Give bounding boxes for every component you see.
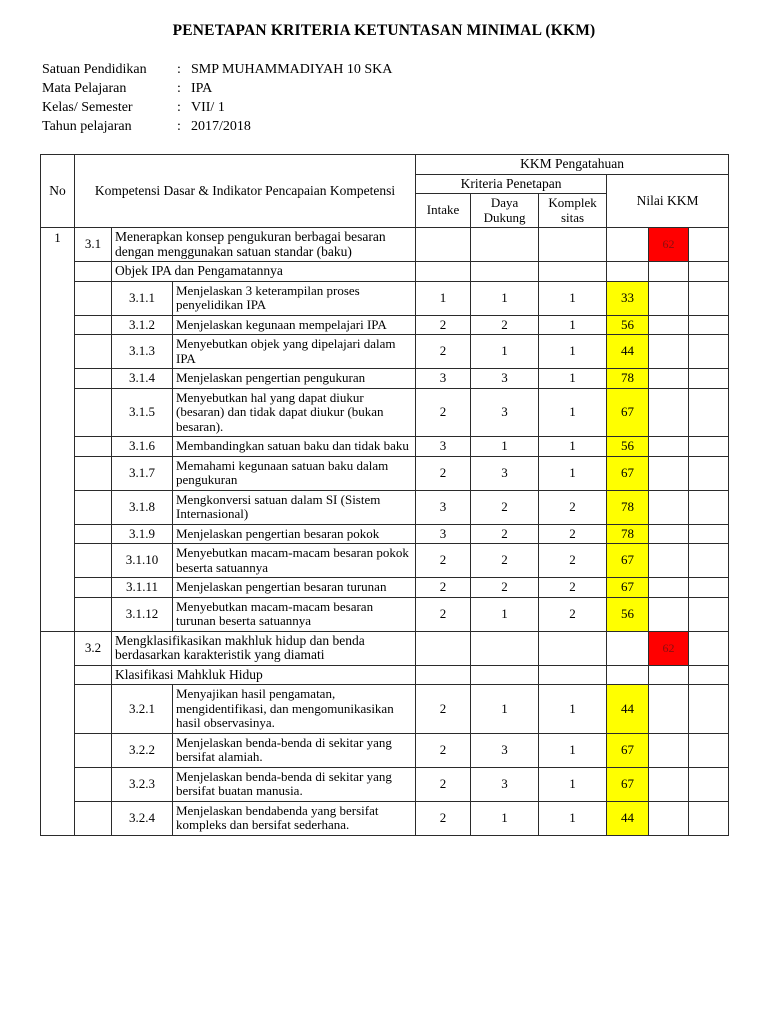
cell-empty	[689, 388, 729, 437]
cell-indicator-code: 3.2.3	[112, 767, 173, 801]
table-row-indicator	[41, 388, 729, 437]
cell-section-title: Objek IPA dan Pengamatannya	[112, 262, 416, 282]
cell-empty	[689, 733, 729, 767]
cell-indicator-spacer	[75, 456, 112, 490]
cell-nilai-kkm-extra	[689, 631, 729, 665]
cell-indicator-code: 3.1.7	[112, 456, 173, 490]
cell-daya-dukung: 2	[471, 578, 539, 598]
cell-empty	[649, 437, 689, 457]
table-row-indicator	[41, 437, 729, 457]
cell-empty	[649, 544, 689, 578]
cell-nilai-kkm-highlight: 67	[607, 767, 649, 801]
cell-intake: 3	[416, 437, 471, 457]
cell-indicator-description: Menjelaskan benda-benda di sekitar yang bersifat alamiah.	[173, 733, 416, 767]
cell-indicator-code: 3.1.6	[112, 437, 173, 457]
cell-daya-dukung: 2	[471, 524, 539, 544]
cell-daya-dukung: 3	[471, 456, 539, 490]
cell-intake: 2	[416, 388, 471, 437]
cell-kd-description: Menerapkan konsep pengukuran berbagai besaran dengan menggunakan satuan standar (baku)	[112, 228, 416, 262]
cell-nilai-kkm-extra	[689, 228, 729, 262]
cell-indicator-spacer	[75, 490, 112, 524]
metadata-colon: :	[177, 62, 181, 77]
cell-intake: 2	[416, 335, 471, 369]
cell-empty	[689, 544, 729, 578]
cell-empty	[649, 733, 689, 767]
cell-indicator-spacer	[75, 733, 112, 767]
cell-indicator-spacer	[75, 578, 112, 598]
cell-intake: 2	[416, 733, 471, 767]
cell-empty	[689, 490, 729, 524]
cell-intake: 2	[416, 578, 471, 598]
column-header-daya-dukung: Daya Dukung	[471, 194, 539, 228]
cell-nilai-kkm-highlight: 44	[607, 335, 649, 369]
cell-empty	[689, 369, 729, 389]
metadata-label: Kelas/ Semester	[42, 100, 133, 115]
cell-indicator-code: 3.1.5	[112, 388, 173, 437]
table-row-kompetensi-dasar	[41, 228, 729, 262]
cell-empty	[649, 597, 689, 631]
cell-empty	[649, 490, 689, 524]
cell-daya-dukung: 1	[471, 685, 539, 734]
cell-section-title: Klasifikasi Mahkluk Hidup	[112, 665, 416, 685]
table-row-indicator	[41, 369, 729, 389]
cell-empty	[539, 665, 607, 685]
column-header-no: No	[41, 155, 75, 228]
cell-daya-dukung: 3	[471, 369, 539, 389]
cell-kompleksitas: 1	[539, 456, 607, 490]
cell-nilai-kkm-highlight: 33	[607, 281, 649, 315]
cell-empty	[649, 315, 689, 335]
metadata-row-satuan-pendidikan	[42, 60, 728, 79]
table-row-indicator	[41, 597, 729, 631]
cell-daya-dukung: 1	[471, 437, 539, 457]
cell-empty	[649, 665, 689, 685]
metadata-value: SMP MUHAMMADIYAH 10 SKA	[191, 62, 393, 77]
table-row-indicator	[41, 524, 729, 544]
table-row-indicator	[41, 578, 729, 598]
cell-empty	[649, 262, 689, 282]
cell-indicator-spacer	[75, 801, 112, 835]
cell-intake: 2	[416, 315, 471, 335]
cell-kompleksitas	[539, 631, 607, 665]
cell-indicator-code: 3.1.12	[112, 597, 173, 631]
cell-nilai-kkm-highlight: 44	[607, 801, 649, 835]
cell-nilai-kkm	[607, 631, 649, 665]
cell-indicator-description: Menjelaskan pengertian pengukuran	[173, 369, 416, 389]
cell-indicator-description: Menyebutkan objek yang dipelajari dalam IPA	[173, 335, 416, 369]
cell-empty	[416, 665, 471, 685]
cell-nilai-kkm-highlight: 67	[607, 578, 649, 598]
cell-indicator-code: 3.2.1	[112, 685, 173, 734]
cell-empty	[607, 262, 649, 282]
cell-indicator-description: Menjelaskan pengertian besaran turunan	[173, 578, 416, 598]
cell-nilai-kkm-highlight: 67	[607, 733, 649, 767]
cell-daya-dukung	[471, 631, 539, 665]
cell-indicator-description: Menyajikan hasil pengamatan, mengidentifikasi, dan mengomunikasikan hasil observasinya.	[173, 685, 416, 734]
cell-empty	[471, 262, 539, 282]
column-header-kkm-pengatahuan: KKM Pengatahuan	[416, 155, 729, 175]
table-body	[41, 228, 729, 836]
metadata-value: IPA	[191, 81, 213, 96]
cell-kd-code: 3.1	[75, 228, 112, 262]
cell-kompleksitas	[539, 228, 607, 262]
cell-indicator-spacer	[75, 524, 112, 544]
cell-empty	[689, 335, 729, 369]
column-header-kompetensi: Kompetensi Dasar & Indikator Pencapaian Kompetensi	[75, 155, 416, 228]
table-row-section-title	[41, 262, 729, 282]
cell-indicator-description: Menjelaskan benda-benda di sekitar yang bersifat buatan manusia.	[173, 767, 416, 801]
cell-empty	[539, 262, 607, 282]
cell-indicator-description: Mengkonversi satuan dalam SI (Sistem Internasional)	[173, 490, 416, 524]
cell-empty	[649, 578, 689, 598]
cell-nilai-kkm-highlight: 62	[649, 631, 689, 665]
cell-empty	[689, 437, 729, 457]
cell-empty	[416, 262, 471, 282]
cell-indicator-spacer	[75, 335, 112, 369]
cell-empty	[689, 665, 729, 685]
cell-intake: 1	[416, 281, 471, 315]
table-row-section-title	[41, 665, 729, 685]
cell-kompleksitas: 1	[539, 369, 607, 389]
cell-indicator-spacer	[75, 281, 112, 315]
cell-intake: 2	[416, 801, 471, 835]
cell-nilai-kkm-highlight: 78	[607, 524, 649, 544]
cell-kompleksitas: 2	[539, 524, 607, 544]
cell-section-spacer	[75, 665, 112, 685]
metadata-colon: :	[177, 119, 181, 134]
metadata-label: Satuan Pendidikan	[42, 62, 147, 77]
column-header-kompleksitas: Komplek sitas	[539, 194, 607, 228]
column-header-intake: Intake	[416, 194, 471, 228]
cell-indicator-description: Memahami kegunaan satuan baku dalam pengukuran	[173, 456, 416, 490]
cell-indicator-description: Membandingkan satuan baku dan tidak baku	[173, 437, 416, 457]
cell-kompleksitas: 1	[539, 685, 607, 734]
cell-nilai-kkm-highlight: 78	[607, 490, 649, 524]
cell-no	[41, 631, 75, 835]
cell-empty	[689, 315, 729, 335]
cell-empty	[689, 262, 729, 282]
cell-empty	[689, 801, 729, 835]
cell-indicator-code: 3.1.4	[112, 369, 173, 389]
cell-daya-dukung	[471, 228, 539, 262]
cell-indicator-description: Menjelaskan 3 keterampilan proses penyelidikan IPA	[173, 281, 416, 315]
cell-indicator-spacer	[75, 597, 112, 631]
table-header	[41, 155, 729, 228]
cell-daya-dukung: 3	[471, 767, 539, 801]
cell-nilai-kkm-highlight: 56	[607, 315, 649, 335]
cell-indicator-description: Menyebutkan macam-macam besaran turunan beserta satuannya	[173, 597, 416, 631]
cell-empty	[689, 578, 729, 598]
cell-nilai-kkm-highlight: 67	[607, 544, 649, 578]
table-row-indicator	[41, 733, 729, 767]
cell-indicator-code: 3.1.1	[112, 281, 173, 315]
cell-kompleksitas: 2	[539, 490, 607, 524]
cell-indicator-description: Menyebutkan macam-macam besaran pokok beserta satuannya	[173, 544, 416, 578]
table-row-indicator	[41, 767, 729, 801]
cell-empty	[649, 335, 689, 369]
metadata-colon: :	[177, 100, 181, 115]
table-row-kompetensi-dasar	[41, 631, 729, 665]
cell-daya-dukung: 2	[471, 490, 539, 524]
cell-indicator-code: 3.2.2	[112, 733, 173, 767]
table-row-indicator	[41, 335, 729, 369]
cell-nilai-kkm-highlight: 44	[607, 685, 649, 734]
table-header-row-1	[41, 155, 729, 175]
cell-daya-dukung: 1	[471, 335, 539, 369]
cell-empty	[649, 801, 689, 835]
table-row-indicator	[41, 456, 729, 490]
cell-indicator-spacer	[75, 685, 112, 734]
cell-empty	[689, 767, 729, 801]
cell-indicator-description: Menjelaskan kegunaan mempelajari IPA	[173, 315, 416, 335]
cell-nilai-kkm-highlight: 67	[607, 388, 649, 437]
cell-intake: 3	[416, 490, 471, 524]
cell-kompleksitas: 2	[539, 578, 607, 598]
cell-kompleksitas: 1	[539, 335, 607, 369]
cell-nilai-kkm-highlight: 62	[649, 228, 689, 262]
cell-intake: 2	[416, 544, 471, 578]
cell-nilai-kkm-highlight: 67	[607, 456, 649, 490]
cell-empty	[649, 456, 689, 490]
cell-indicator-spacer	[75, 767, 112, 801]
table-row-indicator	[41, 685, 729, 734]
cell-kompleksitas: 1	[539, 388, 607, 437]
table-row-indicator	[41, 801, 729, 835]
cell-intake	[416, 228, 471, 262]
cell-indicator-description: Menjelaskan pengertian besaran pokok	[173, 524, 416, 544]
cell-nilai-kkm-highlight: 78	[607, 369, 649, 389]
cell-empty	[649, 524, 689, 544]
document-metadata	[42, 60, 728, 136]
cell-daya-dukung: 3	[471, 733, 539, 767]
cell-indicator-code: 3.1.2	[112, 315, 173, 335]
metadata-row-tahun-pelajaran	[42, 117, 728, 136]
cell-empty	[649, 281, 689, 315]
cell-kompleksitas: 1	[539, 281, 607, 315]
cell-kompleksitas: 2	[539, 544, 607, 578]
cell-intake: 3	[416, 369, 471, 389]
cell-empty	[689, 524, 729, 544]
cell-indicator-code: 3.1.11	[112, 578, 173, 598]
cell-empty	[471, 665, 539, 685]
table-row-indicator	[41, 281, 729, 315]
cell-kd-description: Mengklasifikasikan makhluk hidup dan benda berdasarkan karakteristik yang diamati	[112, 631, 416, 665]
metadata-colon: :	[177, 81, 181, 96]
cell-daya-dukung: 1	[471, 597, 539, 631]
cell-indicator-code: 3.1.10	[112, 544, 173, 578]
table-row-indicator	[41, 490, 729, 524]
cell-nilai-kkm-highlight: 56	[607, 597, 649, 631]
cell-empty	[649, 685, 689, 734]
cell-empty	[689, 597, 729, 631]
cell-indicator-spacer	[75, 315, 112, 335]
table-row-indicator	[41, 315, 729, 335]
cell-indicator-spacer	[75, 369, 112, 389]
cell-intake: 2	[416, 685, 471, 734]
cell-indicator-code: 3.1.9	[112, 524, 173, 544]
metadata-value: VII/ 1	[191, 100, 225, 115]
cell-no: 1	[41, 228, 75, 632]
cell-daya-dukung: 3	[471, 388, 539, 437]
cell-nilai-kkm-highlight: 56	[607, 437, 649, 457]
cell-section-spacer	[75, 262, 112, 282]
cell-intake	[416, 631, 471, 665]
cell-indicator-spacer	[75, 388, 112, 437]
cell-intake: 3	[416, 524, 471, 544]
metadata-label: Tahun pelajaran	[42, 119, 132, 134]
cell-daya-dukung: 2	[471, 315, 539, 335]
cell-indicator-code: 3.1.3	[112, 335, 173, 369]
cell-kompleksitas: 1	[539, 767, 607, 801]
page-title: PENETAPAN KRITERIA KETUNTASAN MINIMAL (KKM)	[172, 22, 596, 39]
metadata-row-mata-pelajaran	[42, 79, 728, 98]
column-header-nilai-kkm: Nilai KKM	[607, 174, 729, 228]
kkm-table-container	[40, 154, 728, 836]
cell-empty	[689, 281, 729, 315]
cell-kompleksitas: 1	[539, 315, 607, 335]
metadata-value: 2017/2018	[191, 119, 251, 134]
cell-indicator-description: Menjelaskan bendabenda yang bersifat kompleks dan bersifat sederhana.	[173, 801, 416, 835]
metadata-label: Mata Pelajaran	[42, 81, 127, 96]
column-header-kriteria-penetapan: Kriteria Penetapan	[416, 174, 607, 194]
cell-indicator-spacer	[75, 437, 112, 457]
cell-indicator-code: 3.1.8	[112, 490, 173, 524]
cell-empty	[649, 369, 689, 389]
cell-kompleksitas: 1	[539, 733, 607, 767]
cell-kompleksitas: 1	[539, 801, 607, 835]
cell-indicator-description: Menyebutkan hal yang dapat diukur (besaran) dan tidak dapat diukur (bukan besaran).	[173, 388, 416, 437]
cell-daya-dukung: 1	[471, 801, 539, 835]
cell-daya-dukung: 1	[471, 281, 539, 315]
cell-intake: 2	[416, 767, 471, 801]
cell-empty	[607, 665, 649, 685]
metadata-row-kelas-semester	[42, 98, 728, 117]
cell-kd-code: 3.2	[75, 631, 112, 665]
cell-empty	[689, 456, 729, 490]
cell-empty	[649, 388, 689, 437]
cell-indicator-code: 3.2.4	[112, 801, 173, 835]
cell-daya-dukung: 2	[471, 544, 539, 578]
cell-empty	[649, 767, 689, 801]
cell-intake: 2	[416, 456, 471, 490]
kkm-table	[40, 154, 729, 836]
cell-intake: 2	[416, 597, 471, 631]
cell-nilai-kkm	[607, 228, 649, 262]
cell-indicator-spacer	[75, 544, 112, 578]
cell-empty	[689, 685, 729, 734]
cell-kompleksitas: 2	[539, 597, 607, 631]
cell-kompleksitas: 1	[539, 437, 607, 457]
table-row-indicator	[41, 544, 729, 578]
